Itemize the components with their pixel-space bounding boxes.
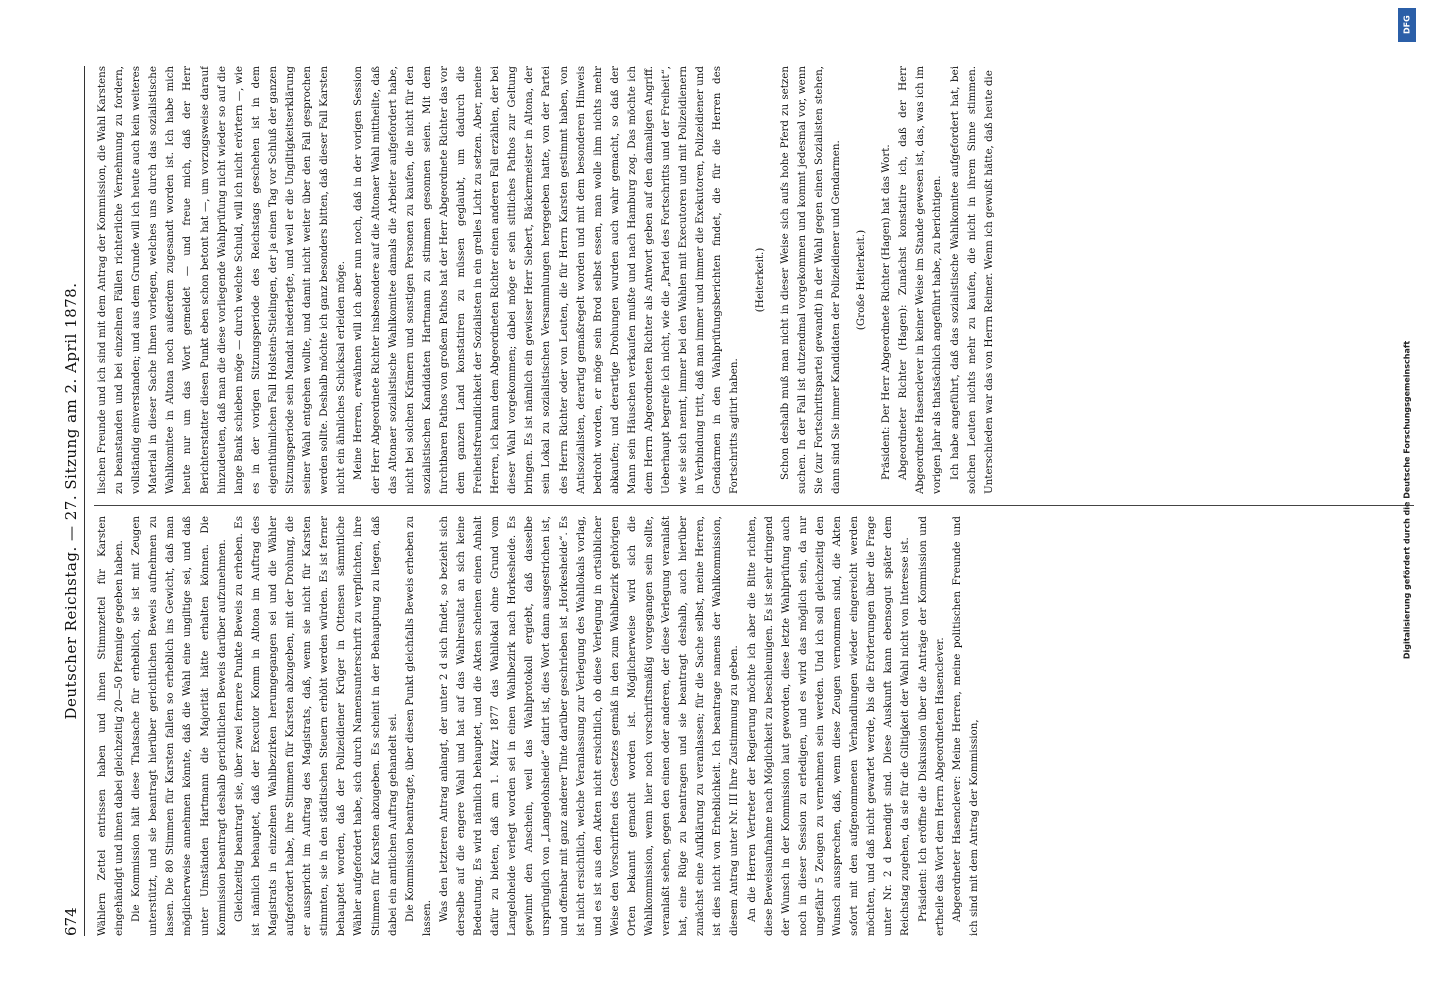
paragraph: (Große Heiterkeit.) <box>855 229 868 331</box>
paragraph: Schon deshalb muß man nicht in dieser Weise sich aufs hohe Pferd zu setzen suchen. In der Fall ist dutzendmal vorgekommen und kommt jedesmal vor, wenn Sie (zur Fortschrittspartei gewandt) in der Wahl gegen einen Sozialisten stehen, dann sind Sie immer Kandidaten der Polizeidiener und Gendarmen. <box>778 66 842 494</box>
paragraph: Präsident: Ich eröffne die Diskussion über die Anträge der Kommission und ertheile das Wort dem Herrn Abgeordneten Hasenclever. <box>916 516 946 936</box>
paragraph: (Heiterkeit.) <box>753 247 766 313</box>
page-number: 674 <box>62 907 80 936</box>
paragraph: Ich habe angeführt, daß das sozialistische Wahlkomitee aufgefordert hat, bei solchen Leuten nichts mehr zu kaufen, die nicht in ihrem Sinne stimmen. Unterschieden war das von Herrn Reimer. Wenn ich gewußt hätte, daß heute die <box>948 66 995 494</box>
paragraph: Die Kommission beantragte, über diesen Punkt gleichfalls Beweis erheben zu lassen. <box>403 516 433 936</box>
paragraph: Abgeordneter Richter (Hagen): Zunächst konstatire ich, daß der Herr Abgeordnete Hasenclever in keiner Weise im Stande gewesen ist, das, was ich im vorigen Jahr als thatsächlich angeführt habe, zu berichtigen. <box>897 66 944 494</box>
running-title: Deutscher Reichstag. — 27. Sitzung am 2. April 1878. <box>62 282 80 720</box>
dfg-logo: DFG <box>1398 8 1416 42</box>
paragraph: An die Herren Vertreter der Regierung möchte ich aber die Bitte richten, diese Beweisaufnahme nach Möglichkeit zu beschleunigen. Es ist sehr dringend der Wunsch in der Kommission laut geworden, diese letzte Wahlprüfung auch noch in dieser Session zu erledigen, und es wird das möglich sein, da nur ungefähr 5 Zeugen zu vernehmen sein werden. Und ich soll gleichzeitig den Wunsch aussprechen, daß, wenn diese Zeugen vernommen sind, die Akten sofort mit den aufgenommenen Verhandlungen wieder eingereicht werden möchten, und daß nicht gewartet werde, bis die Erörterungen über die Frage unter Nr. 2 d beendigt sind. Diese Auskunft kann ebensogut später dem Reichstag zugehen, da sie für die Giltigkeit der Wahl nicht von Interesse ist. <box>745 516 912 936</box>
funding-note: Digitalisierung gefördert durch die Deutsche Forschungsgemeinschaft <box>1402 340 1412 660</box>
paragraph: Gleichzeitig beantragt sie, über zwei fernere Punkte Beweis zu erheben. Es ist nämlich behauptet, daß der Executor Komm in Altona im Auftrag des Magistrats in einzelnen Wahlbezirken herumgegangen sei und die Wähler aufgefordert habe, ihre Stimmen für Karsten abzugeben, mit der Drohung, die er ausspricht im Auftrag des Magistrats, daß, wenn sie nicht für Karsten stimmten, sie in den städtischen Steuern erhöht werden würden. Es ist ferner behauptet worden, daß der Polizeidiener Krüger in Ottensen sämmtliche Wähler aufgefordert habe, sich durch Namensunterschrift zu verpflichten, ihre Stimmen für Karsten abzugeben. Es scheint in der Behauptung zu liegen, daß dabei ein amtlichen Auftrag gehandelt sei. <box>232 516 399 936</box>
paragraph: Abgeordneter Hasenclever: Meine Herren, meine politischen Freunde und ich sind mit dem Antrag der Kommission, <box>950 516 980 936</box>
text-column-left <box>94 516 1414 936</box>
paragraph: Meine Herren, erwähnen will ich aber nun noch, daß in der vorigen Session der Herr Abgeordnete Richter insbesondere auf die Altonaer Wahl mittheilte, daß das Altonaer sozialistische Wahlkomitee damals die Arbeiter aufgefordert habe, nicht bei solchen Krämern und sonstigen Personen zu kaufen, die nicht für den sozialistischen Kandidaten Hartmann zu stimmen gesonnen seien. Mit dem furchtbaren Pathos von großem Pathos hat der Herr Abgeordnete Richter das vor dem ganzen Land konstatiren zu müssen geglaubt, um dadurch die Freiheitsfreundlichkeit der Sozialisten in ein grelles Licht zu setzen. Aber, meine Herren, ich kann dem Abgeordneten Richter einen anderen Fall erzählen, der bei dieser Wahl vorgekommen; dabei möge er sein sittliches Pathos zur Geltung bringen. Es ist nämlich ein gewisser Herr Siebert, Bäckermeister in Altona, der sein Lokal zu sozialistischen Versammlungen hergegeben hatte, von der Partei des Herrn Richter oder von Leuten, die für Herrn Karsten gestimmt haben, von Antisozialisten, derartig gemaßregelt worden und mit dem besonderen Hinweis bedroht worden, er möge sein Brod selbst essen, man wolle ihm nichts mehr abkaufen; und derartige Drohungen wurden auch wahr gemacht, so daß der Mann sein Häuschen verkaufen mußte und nach Hamburg zog. Das möchte ich dem Herrn Abgeordneten Richter als Antwort geben auf den damaligen Angriff. Ueberhaupt begreife ich nicht, wie die „Partei des Fortschritts und der Freiheit“, wie sie sich nennt, immer bei den Wahlen mit Executoren und mit Polizeidienern in Verbindung tritt, daß man immer und immer die Exekutoren, Polizeidiener und Gendarmen in den Wahlprüfungsberichten findet, die für die Herren des Fortschritts agitirt haben. <box>352 66 741 494</box>
paragraph: Präsident: Der Herr Abgeordnete Richter (Hagen) hat das Wort. <box>880 144 893 480</box>
digitization-footer <box>1394 0 1420 1000</box>
paragraph: Was den letzteren Antrag anlangt, der unter 2 d sich findet, so bezieht sich derselbe auf die engere Wahl und hat auf das Wahlresultat an sich keine Bedeutung. Es wird nämlich behauptet, und die Akten scheinen einen Anhalt dafür zu bieten, daß am 1. März 1877 das Wahllokal ohne Grund vom Langeloheide verlegt worden sei in einen Wahlbezirk nach Horkesheide. Es gewinnt den Anschein, weil das Wahlprotokoll ergiebt, daß dasselbe ursprünglich von „Langelohsheide“ datirt ist, dies Wort dann ausgestrichen ist, und offenbar mit ganz anderer Tinte darüber geschrieben ist „Horkesheide“. Es ist nicht ersichtlich, welche Veranlassung zur Verlegung des Wahllokals vorlag, und es ist aus den Akten nicht ersichtlich, ob diese Verlegung in ortsüblicher Weise den Vorschriften des Gesetzes gemäß in den zum Wahlbezirk gehörigen Orten bekannt gemacht worden ist. Möglicherweise wird sich die Wahlkommission, wenn hier noch vorschriftsmäßig vorgegangen sein sollte, veranlaßt sehen, gegen den einen oder anderen, der diese Verlegung veranlaßt hat, eine Rüge zu beantragen und sie beantragt deshalb, auch hierüber zunächst eine Aufklärung zu veranlassen; für die Sache selbst, meine Herren, ist dies nicht von Erheblichkeit. Ich beantrage namens der Wahlkommission, diesem Antrag unter Nr. III Ihre Zustimmung zu geben. <box>437 516 741 936</box>
paragraph: Wählern Zettel entrissen haben und ihnen Stimmzettel für Karsten eingehändigt und ihnen dabei gleichzeitig 20—50 Pfennige gegeben haben. <box>96 516 126 936</box>
paragraph: Die Kommission hält diese Thatsache für erheblich, sie ist mit Zeugen unterstützt, und sie beantragt hierüber gerichtlichen Beweis aufnehmen zu lassen. Die 80 Stimmen für Karsten fallen so erheblich ins Gewicht, daß man möglicherweise annehmen könnte, daß die Wahl eine ungiltige sei, und daß unter Umständen Hartmann die Majorität hätte erhalten können. Die Kommission beantragt deshalb gerichtlichen Beweis darüber aufzunehmen. <box>130 516 228 936</box>
paragraph: lischen Freunde und ich sind mit dem Antrag der Kommission, die Wahl Karstens zu beanstanden und bei einzelnen Fällen richterliche Vernehmung zu fordern, vollständig einverstanden; und aus dem Grunde will ich heute auch kein weiteres Material in dieser Sache Ihnen vorlegen, welches uns durch das sozialistische Wahlkomitee in Altona noch außerdem zugesandt worden ist. Ich habe mich heute nur um das Wort gemeldet — und freue mich, daß der Herr Berichterstatter diesen Punkt eben schon betont hat —, um vorzugsweise darauf hinzudeuten, daß man die diese vorliegende Wahlprüfung nicht wieder so auf die lange Bank schieben möge — durch welche Schuld, will ich nicht erörtern —, wie es in der vorigen Sitzungsperiode des Reichstags geschehen ist in dem eigenthümlichen Fall Holstein-Stielingen, der ja einen Tag vor Schluß der ganzen Sitzungsperiode sein Mandat niederlegte, und weil er die Ungiltigkeitserklärung seiner Wahl entgehen wollte, und damit nicht weiter über den Fall gesprochen werden sollte. Deshalb möchte ich ganz besonders bitten, daß dieser Fall Karsten nicht ein ähnliches Schicksal erleiden möge. <box>96 66 348 494</box>
text-column-right <box>94 66 1414 494</box>
page-header <box>58 66 85 936</box>
column-divider <box>94 505 1414 506</box>
